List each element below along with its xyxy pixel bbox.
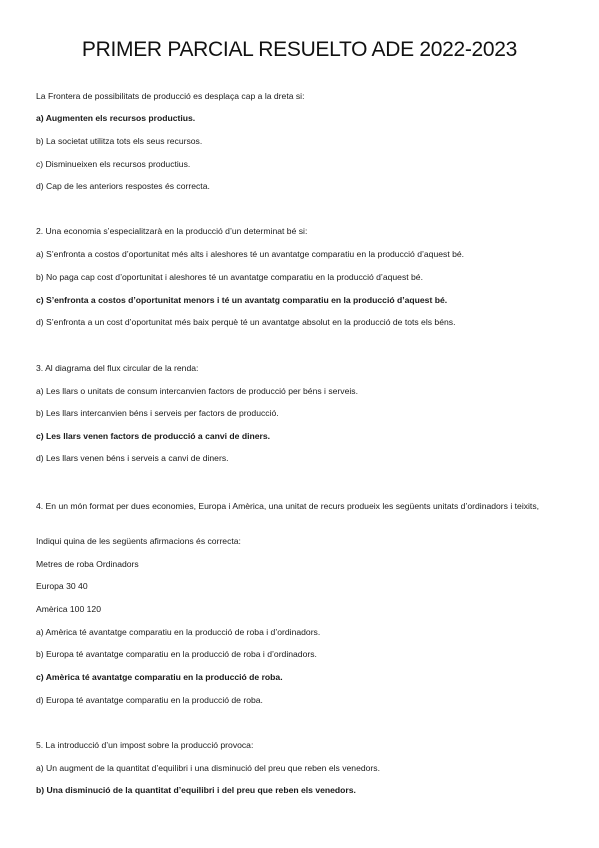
question-4-option-a: a) Amèrica té avantatge comparatiu en la producció de roba i d’ordinadors. (36, 627, 321, 637)
question-2-text: 2. Una economia s’especialitzarà en la producció d’un determinat bé si: (36, 226, 308, 236)
question-2-option-b: b) No paga cap cost d’oportunitat i aleshores té un avantatge comparatiu en la producció d’aquest bé. (36, 272, 423, 282)
question-2-option-d: d) S’enfronta a un cost d’oportunitat més baix perquè té un avantatge absolut en la producció de tots els béns. (36, 317, 456, 327)
question-3-option-b: b) Les llars intercanvien béns i serveis per factors de producció. (36, 408, 279, 418)
question-2-option-c: c) S’enfronta a costos d’oportunitat menors i té un avantatg comparatiu en la producció d’aquest bé. (36, 295, 448, 305)
question-3-option-d: d) Les llars venen béns i serveis a canvi de diners. (36, 453, 229, 463)
question-4-instruction: Indiqui quina de les següents afirmacions és correcta: (36, 536, 241, 546)
page-title: PRIMER PARCIAL RESUELTO ADE 2022-2023 (81, 38, 518, 61)
question-4-option-c: c) Amèrica té avantatge comparatiu en la producció de roba. (36, 672, 283, 682)
question-1-option-b: b) La societat utilitza tots els seus recursos. (36, 136, 203, 146)
question-4-table-header: Metres de roba Ordinadors (36, 559, 139, 569)
question-4-option-d: d) Europa té avantatge comparatiu en la producció de roba. (36, 695, 263, 705)
question-4-row-america: Amèrica 100 120 (36, 604, 101, 614)
question-3-option-a: a) Les llars o unitats de consum intercanvien factors de producció per béns i serveis. (36, 386, 358, 396)
question-5-text: 5. La introducció d’un impost sobre la producció provoca: (36, 740, 254, 750)
question-5-option-b: b) Una disminució de la quantitat d’equilibri i del preu que reben els venedors. (36, 785, 356, 795)
question-4-text: 4. En un món format per dues economies, Europa i Amèrica, una unitat de recurs produeix les següents unitats d’ordinadors i teixits, (36, 501, 540, 511)
question-3-text: 3. Al diagrama del flux circular de la renda: (36, 363, 199, 373)
question-4-option-b: b) Europa té avantatge comparatiu en la producció de roba i d’ordinadors. (36, 649, 317, 659)
question-4-row-europa: Europa 30 40 (36, 581, 88, 591)
question-5-option-a: a) Un augment de la quantitat d’equilibri i una disminució del preu que reben els venedors. (36, 763, 380, 773)
question-2-option-a: a) S’enfronta a costos d’oportunitat més alts i aleshores té un avantatge comparatiu en la producció d’aquest bé. (36, 249, 465, 259)
question-1-text: La Frontera de possibilitats de producció es desplaça cap a la dreta si: (36, 91, 305, 101)
question-1-option-d: d) Cap de les anteriors respostes és correcta. (36, 181, 210, 191)
question-3-option-c: c) Les llars venen factors de producció a canvi de diners. (36, 431, 271, 441)
question-1-option-a: a) Augmenten els recursos productius. (36, 113, 196, 123)
question-1-option-c: c) Disminueixen els recursos productius. (36, 159, 191, 169)
